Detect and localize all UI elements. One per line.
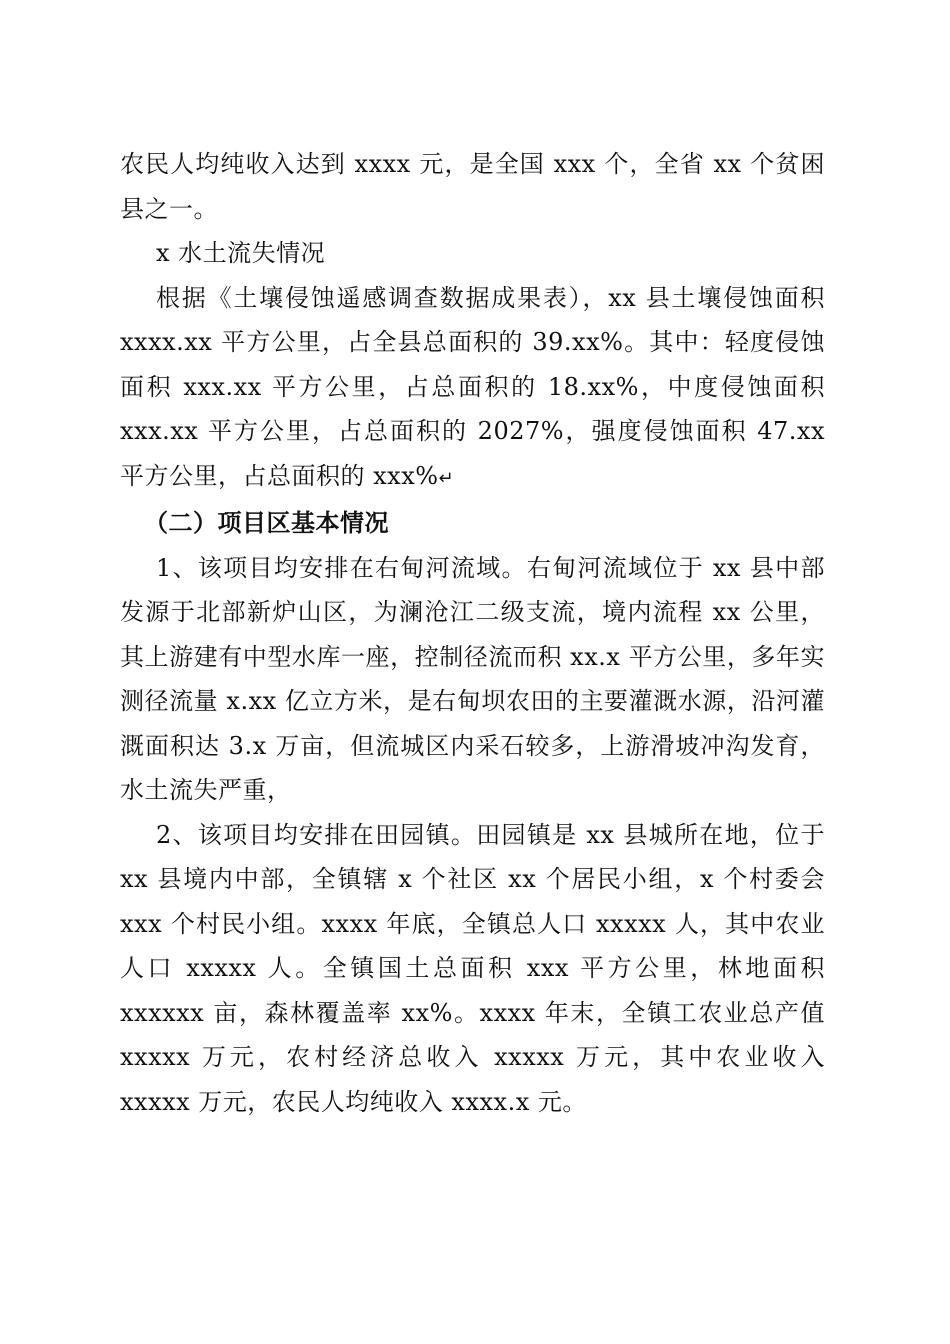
section-heading-soil-erosion: x 水土流失情况 — [156, 239, 326, 267]
return-mark-icon: ↵ — [438, 467, 455, 489]
paragraph-youdian-river: 1、该项目均安排在右甸河流域。右甸河流域位于 xx 县中部发源于北部新炉山区，为澜沧江二级支流，境内流程 xx 公里，其上游建有中型水库一座，控制径流而积 xx.x 平方公里，多年实测径流量 x.xx 亿立方米，是右甸坝农田的主要灌溉水源，沿河灌溉面积达 3.x 万亩，但流城区内采石较多，上游滑坡冲沟发育，水土流失严重， — [120, 553, 825, 804]
document-body — [120, 142, 825, 1124]
paragraph-soil-erosion-text: 根据《土壤侵蚀遥感调查数据成果表），xx 县土壤侵蚀面积 xxxx.xx 平方公里，占全县总面积的 39.xx%。其中：轻度侵蚀面积 xxx.xx 平方公里，占总面积的 18.xx%，中度侵蚀面积 xxx.xx 平方公里，占总面积的 2027%，强度侵蚀面积 47.xx 平方公里，占总面积的 xxx% — [120, 283, 825, 490]
section-heading-project-area: （二）项目区基本情况 — [144, 508, 389, 537]
paragraph-tianyuan-town: 2、该项目均安排在田园镇。田园镇是 xx 县城所在地，位于 xx 县境内中部，全镇辖 x 个社区 xx 个居民小组，x 个村委会 xxx 个村民小组。xxxx 年底，全镇总人口 xxxxx 人，其中农业人口 xxxxx 人。全镇国土总面积 xxx 平方公里，林地面积 xxxxxx 亩，森林覆盖率 xx%。xxxx 年末，全镇工农业总产值 xxxxx 万元，农村经济总收入 xxxxx 万元，其中农业收入 xxxxx 万元，农民人均纯收入 xxxx.x 元。 — [120, 820, 825, 1116]
paragraph-income-summary: 农民人均纯收入达到 xxxx 元，是全国 xxx 个，全省 xx 个贫困县之一。 — [120, 150, 825, 223]
paragraph-soil-erosion — [120, 276, 825, 502]
